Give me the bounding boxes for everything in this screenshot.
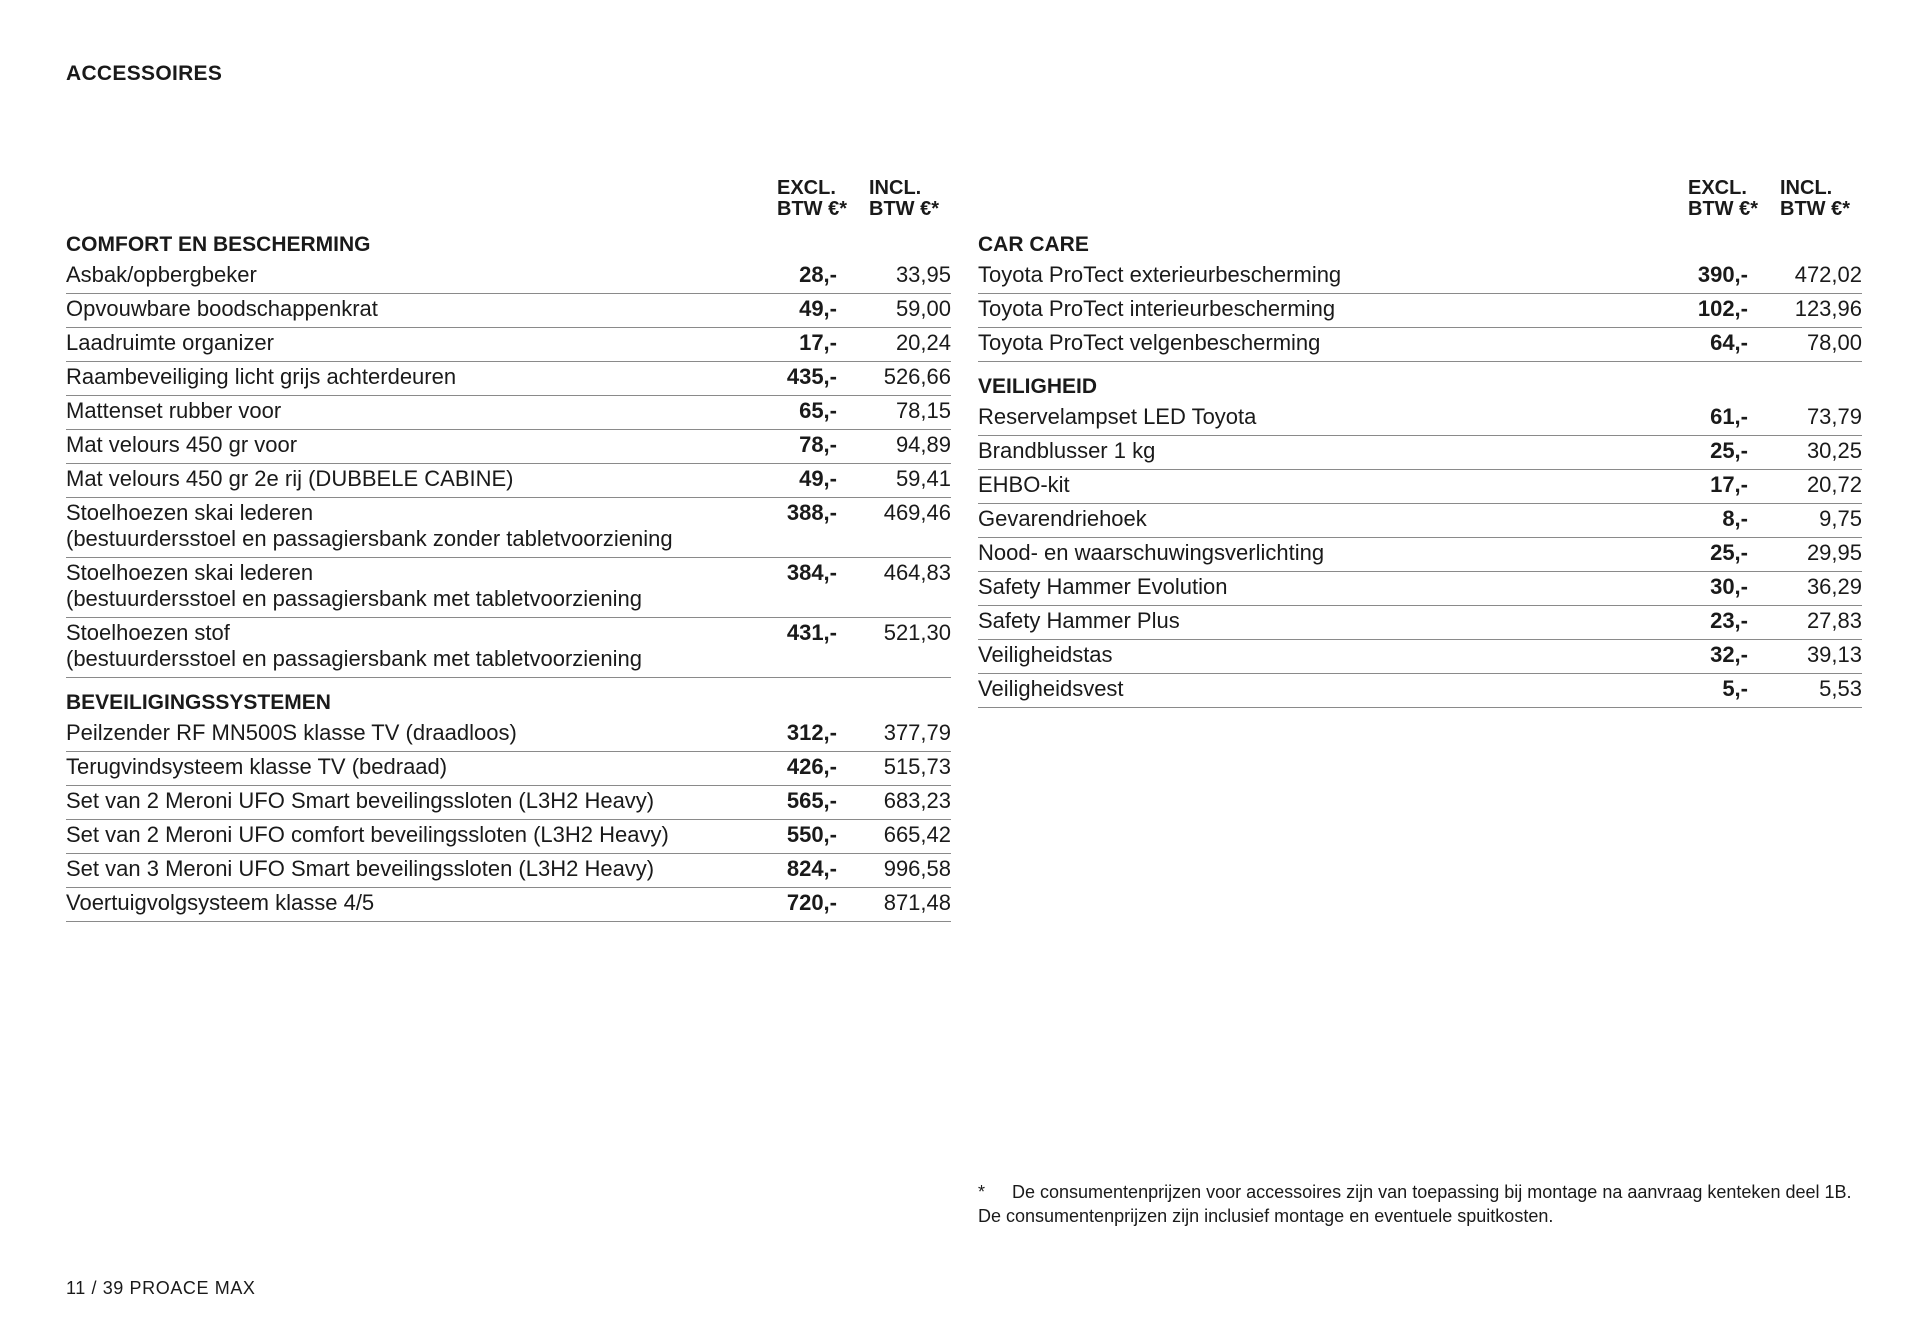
price-excl-btw: 32,-: [1710, 642, 1748, 667]
price-incl-btw: 521,30: [883, 620, 951, 645]
price-excl-btw: 565,-: [786, 788, 837, 813]
item-name: Brandblusser 1 kg: [978, 438, 1156, 463]
item-name: Raambeveiliging licht grijs achterdeuren: [66, 364, 457, 389]
price-incl-btw: 123,96: [1794, 296, 1862, 321]
item-name: Asbak/opbergbeker: [66, 262, 257, 287]
price-excl-btw: 824,-: [786, 856, 837, 881]
sections: [978, 228, 1862, 708]
price-excl-btw: 8,-: [1722, 506, 1748, 531]
table-row: [978, 328, 1862, 362]
section-title: VEILIGHEID: [978, 375, 1098, 398]
table-row: [978, 470, 1862, 504]
price-incl-btw: 59,00: [895, 296, 951, 321]
price-table-right: [978, 178, 1862, 708]
price-excl-btw: 64,-: [1710, 330, 1748, 355]
item-name: Set van 2 Meroni UFO comfort beveilingssloten (L3H2 Heavy): [66, 822, 669, 847]
section: [978, 370, 1862, 708]
item-name: Set van 2 Meroni UFO Smart beveilingssloten (L3H2 Heavy): [66, 788, 655, 813]
section: [66, 686, 951, 922]
item-name: Veiligheidstas: [978, 642, 1113, 667]
table-row: [978, 572, 1862, 606]
price-incl-btw: 683,23: [883, 788, 951, 813]
price-excl-btw: 390,-: [1697, 262, 1748, 287]
table-row: [66, 498, 951, 558]
item-name: EHBO-kit: [978, 472, 1070, 497]
table-row: [66, 854, 951, 888]
item-name: Opvouwbare boodschappenkrat: [66, 296, 378, 321]
item-name: Stoelhoezen stof (bestuurdersstoel en passagiersbank met tabletvoorziening: [66, 620, 642, 671]
table-row: [66, 786, 951, 820]
price-incl-btw: 472,02: [1794, 262, 1862, 287]
table-row: [66, 328, 951, 362]
price-incl-btw: 20,72: [1806, 472, 1862, 497]
price-incl-btw: 78,15: [895, 398, 951, 423]
table-row: [978, 504, 1862, 538]
item-name: Reservelampset LED Toyota: [978, 404, 1257, 429]
page-title: ACCESSOIRES: [66, 62, 223, 85]
price-excl-btw: 78,-: [799, 432, 837, 457]
price-incl-btw: 871,48: [883, 890, 951, 915]
table-row: [978, 674, 1862, 708]
item-name: Voertuigvolgsysteem klasse 4/5: [66, 890, 375, 915]
table-row: [978, 640, 1862, 674]
price-incl-btw: 29,95: [1806, 540, 1862, 565]
table-row: [66, 464, 951, 498]
price-excl-btw: 28,-: [799, 262, 837, 287]
price-excl-btw: 435,-: [786, 364, 837, 389]
item-name: Set van 3 Meroni UFO Smart beveilingssloten (L3H2 Heavy): [66, 856, 655, 881]
item-name: Gevarendriehoek: [978, 506, 1147, 531]
item-name: Safety Hammer Plus: [978, 608, 1180, 633]
item-name: Stoelhoezen skai lederen (bestuurdersstoel en passagiersbank met tabletvoorziening: [66, 560, 642, 611]
price-incl-btw: 33,95: [895, 262, 951, 287]
footnote: [978, 1180, 1872, 1228]
price-incl-btw: 20,24: [895, 330, 951, 355]
price-incl-btw: 73,79: [1806, 404, 1862, 429]
table-row: [66, 618, 951, 678]
table-row: [66, 888, 951, 922]
item-name: Laadruimte organizer: [66, 330, 274, 355]
header-excl-btw: EXCL. BTW €*: [777, 177, 847, 220]
price-excl-btw: 17,-: [1710, 472, 1748, 497]
item-name: Toyota ProTect exterieurbescherming: [978, 262, 1342, 287]
table-row: [978, 538, 1862, 572]
item-name: Veiligheidsvest: [978, 676, 1124, 701]
price-incl-btw: 94,89: [895, 432, 951, 457]
section-title: BEVEILIGINGSSYSTEMEN: [66, 691, 331, 714]
item-name: Mattenset rubber voor: [66, 398, 282, 423]
header-incl-btw: INCL. BTW €*: [1780, 177, 1850, 220]
price-incl-btw: 59,41: [895, 466, 951, 491]
price-excl-btw: 426,-: [786, 754, 837, 779]
section: [66, 228, 951, 678]
price-incl-btw: 469,46: [883, 500, 951, 525]
table-row: [66, 752, 951, 786]
table-row: [66, 430, 951, 464]
price-excl-btw: 17,-: [799, 330, 837, 355]
price-incl-btw: 665,42: [883, 822, 951, 847]
item-name: Mat velours 450 gr voor: [66, 432, 298, 457]
price-incl-btw: 78,00: [1806, 330, 1862, 355]
price-excl-btw: 49,-: [799, 296, 837, 321]
price-incl-btw: 5,53: [1819, 676, 1862, 701]
sections: [66, 228, 951, 922]
table-row: [66, 396, 951, 430]
item-name: Toyota ProTect interieurbescherming: [978, 296, 1336, 321]
header-incl-btw: INCL. BTW €*: [869, 177, 939, 220]
table-row: [978, 402, 1862, 436]
table-row: [66, 718, 951, 752]
footnote-text: De consumentenprijzen voor accessoires zijn van toepassing bij montage na aanvraag kenteken deel 1B. De consumentenprijzen zijn inclusief montage en eventuele spuitkosten.: [978, 1182, 1852, 1226]
item-name: Safety Hammer Evolution: [978, 574, 1228, 599]
table-row: [978, 260, 1862, 294]
column-headers: [978, 178, 1862, 228]
item-name: Nood- en waarschuwingsverlichting: [978, 540, 1325, 565]
table-row: [66, 362, 951, 396]
price-incl-btw: 36,29: [1806, 574, 1862, 599]
price-incl-btw: 30,25: [1806, 438, 1862, 463]
item-name: Peilzender RF MN500S klasse TV (draadloos): [66, 720, 517, 745]
price-incl-btw: 377,79: [883, 720, 951, 745]
price-excl-btw: 23,-: [1710, 608, 1748, 633]
price-excl-btw: 25,-: [1710, 438, 1748, 463]
price-excl-btw: 30,-: [1710, 574, 1748, 599]
footnote-marker: *: [978, 1182, 986, 1202]
price-excl-btw: 61,-: [1710, 404, 1748, 429]
price-table-left: [66, 178, 951, 922]
price-excl-btw: 5,-: [1722, 676, 1748, 701]
price-excl-btw: 65,-: [799, 398, 837, 423]
header-excl-btw: EXCL. BTW €*: [1688, 177, 1758, 220]
page-footer: 11 / 39 PROACE MAX: [66, 1278, 256, 1298]
table-row: [66, 260, 951, 294]
table-row: [978, 606, 1862, 640]
price-excl-btw: 312,-: [786, 720, 837, 745]
price-excl-btw: 388,-: [786, 500, 837, 525]
price-incl-btw: 996,58: [883, 856, 951, 881]
column-headers: [66, 178, 951, 228]
price-incl-btw: 9,75: [1819, 506, 1862, 531]
price-excl-btw: 49,-: [799, 466, 837, 491]
item-name: Terugvindsysteem klasse TV (bedraad): [66, 754, 448, 779]
section-title: COMFORT EN BESCHERMING: [66, 233, 371, 256]
table-row: [978, 436, 1862, 470]
table-row: [978, 294, 1862, 328]
price-incl-btw: 39,13: [1806, 642, 1862, 667]
section-title: CAR CARE: [978, 233, 1089, 256]
price-excl-btw: 720,-: [786, 890, 837, 915]
price-incl-btw: 526,66: [883, 364, 951, 389]
table-row: [66, 820, 951, 854]
item-name: Stoelhoezen skai lederen (bestuurdersstoel en passagiersbank zonder tabletvoorziening: [66, 500, 673, 551]
item-name: Mat velours 450 gr 2e rij (DUBBELE CABINE): [66, 466, 514, 491]
price-excl-btw: 550,-: [786, 822, 837, 847]
price-incl-btw: 464,83: [883, 560, 951, 585]
price-excl-btw: 431,-: [786, 620, 837, 645]
price-excl-btw: 102,-: [1697, 296, 1748, 321]
price-incl-btw: 515,73: [883, 754, 951, 779]
table-row: [66, 294, 951, 328]
section: [978, 228, 1862, 362]
price-incl-btw: 27,83: [1806, 608, 1862, 633]
item-name: Toyota ProTect velgenbescherming: [978, 330, 1321, 355]
table-row: [66, 558, 951, 618]
price-excl-btw: 384,-: [786, 560, 837, 585]
price-excl-btw: 25,-: [1710, 540, 1748, 565]
